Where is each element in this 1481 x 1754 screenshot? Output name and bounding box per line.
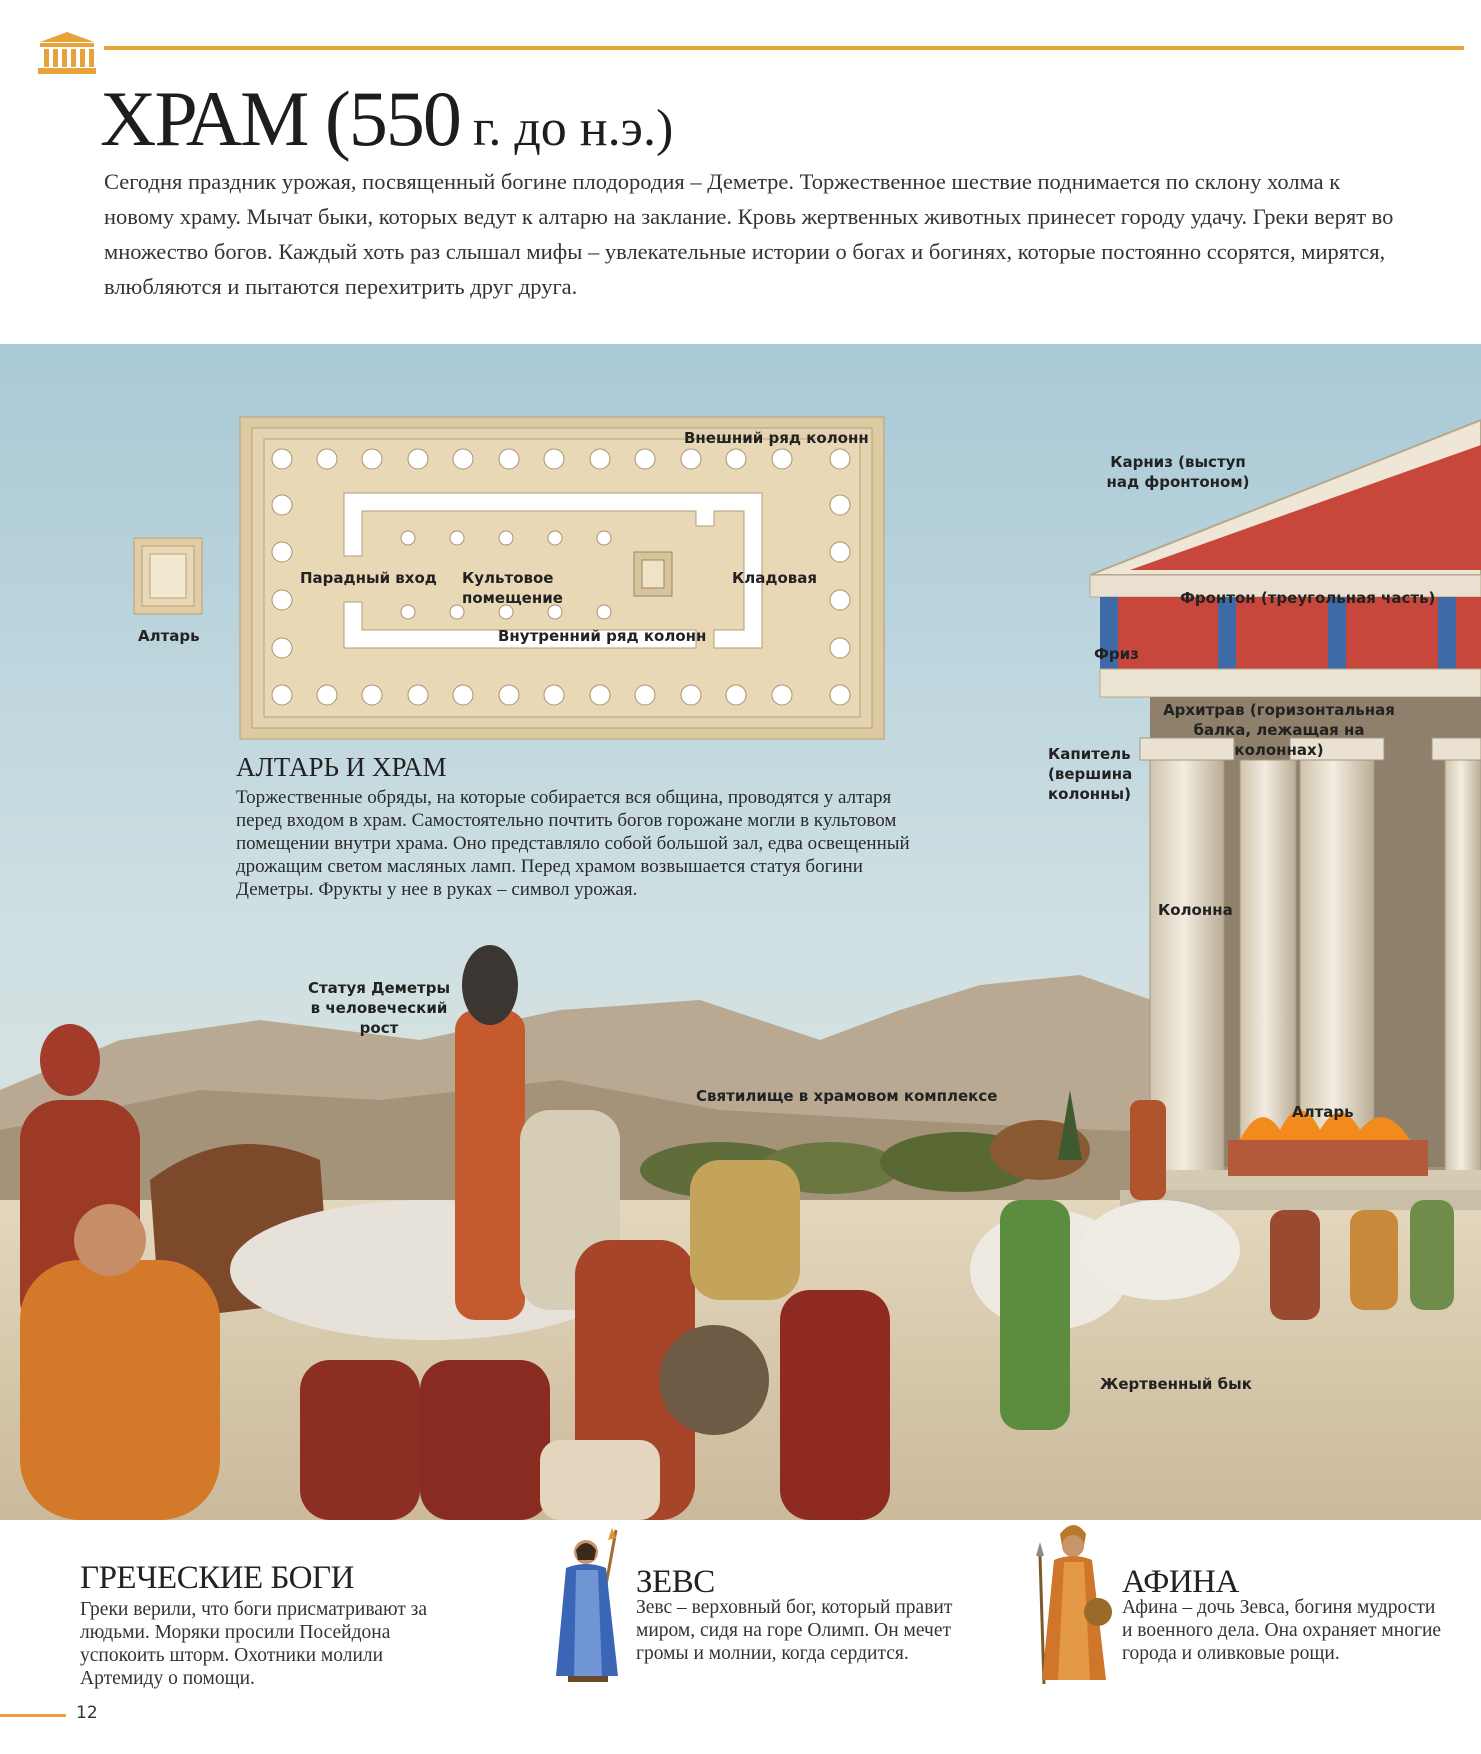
label-frieze: Фриз — [1094, 645, 1139, 663]
temple-illustration — [0, 344, 1481, 1520]
gods-title: ГРЕЧЕСКИЕ БОГИ — [80, 1560, 354, 1596]
section-body: Торжественные обряды, на которые собирается вся община, проводятся у алтаря перед входом в храм. Самостоятельно почтить богов горожане могли в культовом помещении внутри храма. Оно представляло собой большой зал, едва освещенный дрожащим светом масляных ламп. Перед храмом возвышается статуя богини Деметры. Фрукты у нее в руках – символ урожая. — [236, 787, 910, 900]
label-entrance: Парадный вход — [300, 569, 437, 587]
label-sanctuary: Святилище в храмовом комплексе — [696, 1087, 998, 1105]
label-capital: Капитель (вершина колонны) — [1048, 745, 1133, 803]
header-rule — [104, 46, 1464, 50]
footer-rule — [0, 1714, 66, 1717]
label-altar-temple: Алтарь — [1292, 1103, 1354, 1121]
label-column: Колонна — [1158, 901, 1233, 919]
zeus-text: Зевс – верховный бог, который правит миром, сидя на горе Олимп. Он мечет громы и молнии, когда сердится. — [636, 1597, 953, 1664]
athena-figure-icon — [1030, 1516, 1114, 1688]
label-storeroom: Кладовая — [732, 569, 818, 587]
label-bull: Жертвенный бык — [1100, 1375, 1252, 1393]
athena-text: Афина – дочь Зевса, богиня мудрости и военного дела. Она охраняет многие города и оливковые рощи. — [1122, 1597, 1442, 1664]
temple-logo-icon — [36, 30, 98, 76]
intro-paragraph: Сегодня праздник урожая, посвященный богине плодородия – Деметре. Торжественное шествие поднимается по склону холма к новому храму. Мычат быки, которых ведут к алтарю на заклание. Кровь жертвенных животных принесет городу удачу. Греки верят во множество богов. Каждый хоть раз слышал мифы – увлекательные истории о богах и богинях, которые постоянно ссорятся, мирятся, влюбляются и пытаются перехитрить друг друга. — [104, 169, 1394, 299]
label-cult-room: Культовое помещение — [462, 569, 563, 607]
zeus-figure-icon — [546, 1526, 630, 1686]
section-title: АЛТАРЬ И ХРАМ — [236, 752, 447, 782]
label-statue: Статуя Деметры в человеческий рост — [307, 979, 451, 1037]
gods-text: Греки верили, что боги присматривают за людьми. Моряки просили Посейдона успокоить шторм. Охотники молили Артемиду о помощи. — [80, 1599, 428, 1689]
label-pediment: Фронтон (треугольная часть) — [1180, 589, 1436, 607]
page-title: ХРАМ (550 г. до н.э.) — [100, 75, 674, 162]
label-inner-columns: Внутренний ряд колонн — [498, 627, 707, 645]
label-outer-columns: Внешний ряд колонн — [684, 429, 869, 447]
page-number: 12 — [76, 1703, 98, 1723]
label-cornice: Карниз (выступ над фронтоном) — [1106, 453, 1250, 491]
athena-title: АФИНА — [1122, 1564, 1239, 1600]
label-altar-plan: Алтарь — [138, 627, 200, 645]
label-architrave: Архитрав (горизонтальная балка, лежащая на колоннах) — [1163, 701, 1395, 759]
zeus-title: ЗЕВС — [636, 1564, 715, 1600]
